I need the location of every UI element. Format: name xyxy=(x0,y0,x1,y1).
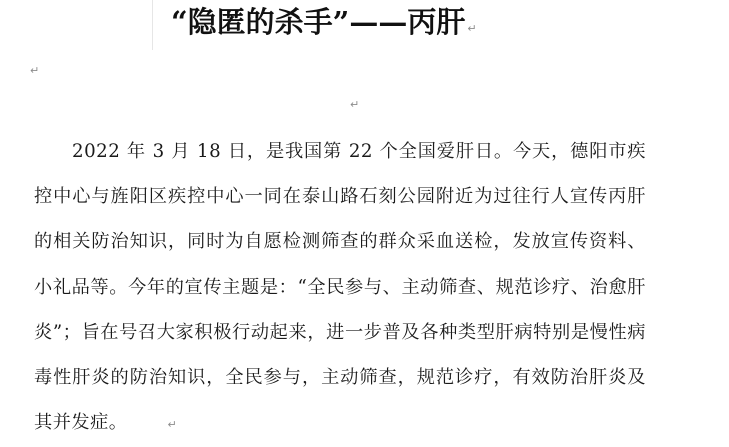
paragraph-mark-icon: ↵ xyxy=(167,418,178,432)
document-title-text: “隐匿的杀手”——丙肝 xyxy=(171,5,466,39)
paragraph-mark-icon: ↵ xyxy=(30,64,40,77)
paragraph-mark-icon: ↵ xyxy=(350,98,360,111)
document-title[interactable] xyxy=(171,2,477,49)
paragraph-mark-icon: ↵ xyxy=(467,22,477,35)
body-paragraph[interactable] xyxy=(34,129,646,447)
body-paragraph-text: 2022 年 3 月 18 日，是我国第 22 个全国爱肝日。今天，德阳市疾控中心与旌阳区疾控中心一同在泰山路石刻公园附近为过往行人宣传丙肝的相关防治知识，同时为自愿检测筛查的群众采血送检，发放宣传资料、小礼品等。今年的宣传主题是：“全民参与、主动筛查、规范诊疗、治愈肝炎”；旨在号召大家积极行动起来，进一步普及各种类型肝病特别是慢性病毒性肝炎的防治知识，全民参与，主动筛查，规范诊疗，有效防治肝炎及其并发症。 xyxy=(34,141,646,434)
title-block xyxy=(152,0,533,50)
